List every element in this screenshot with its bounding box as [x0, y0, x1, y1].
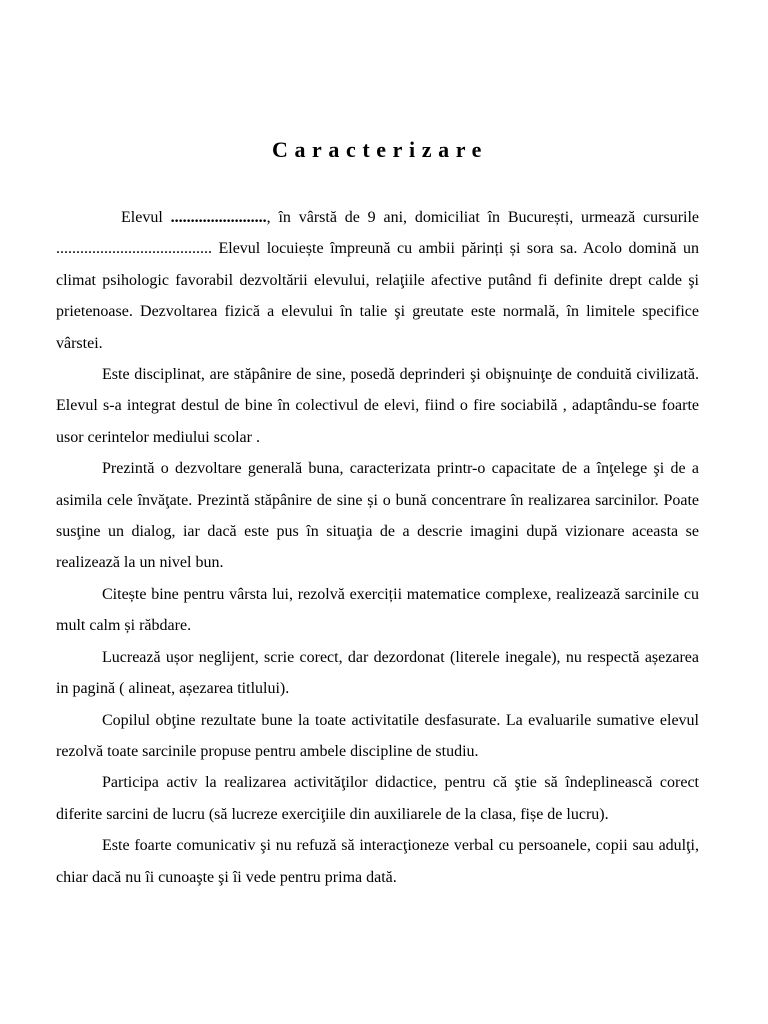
paragraph-development: Prezintă o dezvoltare generală buna, caracterizata printr-o capacitate de a înţelege şi de a asimila cele învăţate. Prezintă stăpânire de sine și o bună concentrare în realizarea sarcinilor. Poate susţine un dialog, iar dacă este pus în situaţia de a descrie imagini după vizionare aceasta se realizează la un nivel bun.: [56, 460, 699, 572]
paragraph-intro: [56, 202, 699, 359]
paragraph-communication: Este foarte comunicativ şi nu refuză să interacţioneze verbal cu persoanele, copii sau adulţi, chiar dacă nu îi cunoaşte şi îi vede pentru prima dată.: [56, 837, 699, 886]
intro-text-start: Elevul: [121, 209, 171, 226]
document-title: Caracterizare: [271, 137, 489, 162]
document-body: [56, 202, 699, 893]
paragraph-reading: Citește bine pentru vârsta lui, rezolvă exerciții matematice complexe, realizează sarcinile cu mult calm și răbdare.: [56, 585, 699, 635]
paragraph-discipline: Este disciplinat, are stăpânire de sine, posedă deprinderi şi obişnuinţe de conduită civilizată. Elevul s-a integrat destul de bine în colectivul de elevi, fiind o fire sociabilă , adaptându-se foarte usor cerintelor mediului scolar .: [56, 366, 699, 446]
paragraph-participation: Participa activ la realizarea activităţilor didactice, pentru că ştie să îndeplinească corect diferite sarcini de lucru (să lucreze exerciţiile din auxiliarele de la clasa, fișe de lucru).: [56, 774, 699, 823]
paragraph-writing: Lucrează ușor neglijent, scrie corect, dar dezordonat (literele inegale), nu respectă așezarea in pagină ( alineat, așezarea titlului).: [56, 648, 699, 698]
student-name-placeholder: ........................: [170, 209, 267, 226]
intro-text-rest: , în vârstă de 9 ani, domiciliat în București, urmează cursurile ....................................... Elevul locuiește împreună cu ambii părinți și sora sa. Acolo domină un climat psihologic favorabil dezvoltării elevului, relaţiile afective putând fi definite drept calde şi prietenoase. Dezvoltarea fizică a elevului în talie şi greutate este normală, în limitele specifice vârstei.: [56, 209, 700, 352]
paragraph-results: Copilul obţine rezultate bune la toate activitatile desfasurate. La evaluarile sumative elevul rezolvă toate sarcinile propuse pentru ambele discipline de studiu.: [56, 711, 699, 760]
